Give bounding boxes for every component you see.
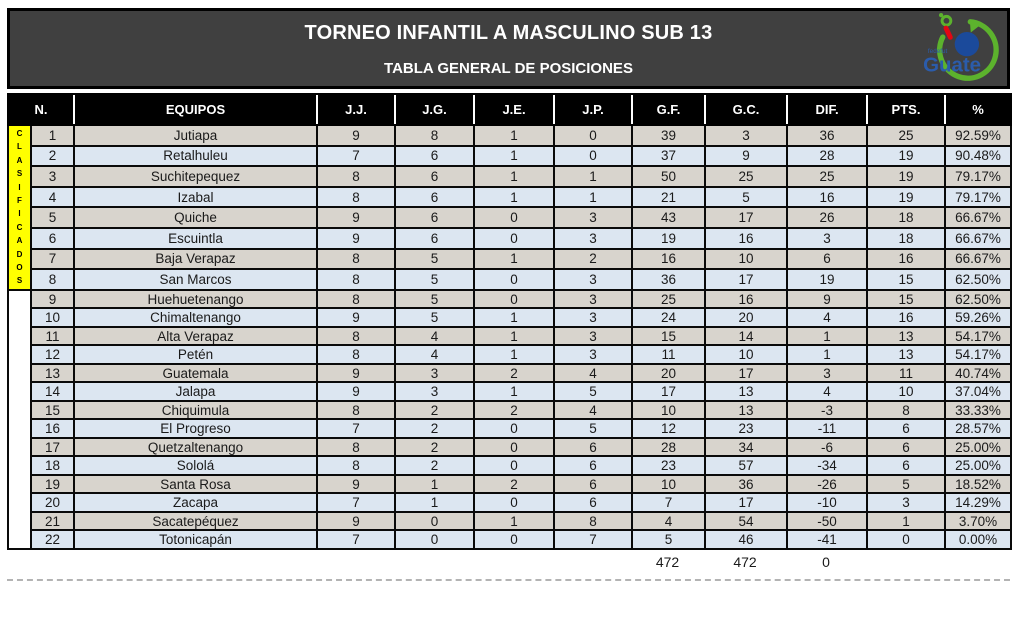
gf-cell: 36 — [632, 269, 705, 290]
gf-cell: 21 — [632, 187, 705, 208]
gc-cell: 16 — [705, 290, 787, 309]
rank-cell: 22 — [31, 530, 74, 549]
gf-cell: 5 — [632, 530, 705, 549]
table-row — [8, 207, 1011, 228]
gc-cell: 5 — [705, 187, 787, 208]
pts-cell: 15 — [867, 269, 945, 290]
je-cell: 0 — [474, 493, 554, 512]
dif-cell: -6 — [787, 438, 867, 457]
table-row — [8, 382, 1011, 401]
je-cell: 0 — [474, 438, 554, 457]
gc-cell: 20 — [705, 308, 787, 327]
gc-cell: 14 — [705, 327, 787, 346]
jj-cell: 9 — [317, 382, 395, 401]
dif-cell: 1 — [787, 327, 867, 346]
jp-cell: 7 — [554, 530, 632, 549]
pts-cell: 18 — [867, 228, 945, 249]
jp-cell: 3 — [554, 308, 632, 327]
team-cell: Guatemala — [74, 364, 317, 383]
gc-cell: 34 — [705, 438, 787, 457]
gc-cell: 36 — [705, 475, 787, 494]
team-cell: Jalapa — [74, 382, 317, 401]
jg-cell: 3 — [395, 364, 474, 383]
je-cell: 0 — [474, 530, 554, 549]
pts-cell: 18 — [867, 207, 945, 228]
page-break-line — [7, 579, 1010, 581]
gf-cell: 17 — [632, 382, 705, 401]
pts-cell: 19 — [867, 166, 945, 187]
jg-cell: 2 — [395, 419, 474, 438]
jj-cell: 9 — [317, 207, 395, 228]
pct-cell: 54.17% — [945, 327, 1011, 346]
gf-cell: 39 — [632, 125, 705, 146]
pts-cell: 10 — [867, 382, 945, 401]
gc-cell: 10 — [705, 249, 787, 270]
rank-cell: 7 — [31, 249, 74, 270]
jg-cell: 0 — [395, 530, 474, 549]
gc-cell: 17 — [705, 493, 787, 512]
team-cell: Chiquimula — [74, 401, 317, 420]
rank-cell: 12 — [31, 345, 74, 364]
jj-cell: 8 — [317, 438, 395, 457]
je-cell: 2 — [474, 475, 554, 494]
dif-cell: -41 — [787, 530, 867, 549]
team-cell: Retalhuleu — [74, 146, 317, 167]
jg-cell: 6 — [395, 187, 474, 208]
dif-cell: 19 — [787, 269, 867, 290]
pts-cell: 6 — [867, 419, 945, 438]
gf-cell: 19 — [632, 228, 705, 249]
pct-cell: 66.67% — [945, 228, 1011, 249]
rank-cell: 8 — [31, 269, 74, 290]
jj-cell: 7 — [317, 146, 395, 167]
gc-cell: 23 — [705, 419, 787, 438]
pts-cell: 19 — [867, 146, 945, 167]
jg-cell: 2 — [395, 401, 474, 420]
table-row — [8, 438, 1011, 457]
jp-cell: 8 — [554, 512, 632, 531]
jj-cell: 7 — [317, 530, 395, 549]
jg-cell: 6 — [395, 166, 474, 187]
je-cell: 2 — [474, 401, 554, 420]
rank-cell: 13 — [31, 364, 74, 383]
jg-cell: 4 — [395, 345, 474, 364]
jg-cell: 5 — [395, 290, 474, 309]
dif-cell: 28 — [787, 146, 867, 167]
jj-cell: 8 — [317, 166, 395, 187]
pct-cell: 28.57% — [945, 419, 1011, 438]
jj-cell: 7 — [317, 493, 395, 512]
rank-cell: 19 — [31, 475, 74, 494]
rank-cell: 10 — [31, 308, 74, 327]
table-row — [8, 512, 1011, 531]
pts-cell: 5 — [867, 475, 945, 494]
je-cell: 0 — [474, 290, 554, 309]
jg-cell: 2 — [395, 438, 474, 457]
gf-cell: 25 — [632, 290, 705, 309]
table-row — [8, 364, 1011, 383]
standings-body — [8, 125, 1011, 549]
gc-cell: 54 — [705, 512, 787, 531]
je-cell: 1 — [474, 146, 554, 167]
gc-cell: 10 — [705, 345, 787, 364]
pct-cell: 66.67% — [945, 249, 1011, 270]
jp-cell: 4 — [554, 401, 632, 420]
team-cell: Huehuetenango — [74, 290, 317, 309]
team-cell: El Progreso — [74, 419, 317, 438]
dif-cell: -26 — [787, 475, 867, 494]
team-cell: Totonicapán — [74, 530, 317, 549]
table-row — [8, 401, 1011, 420]
totals-row — [7, 550, 1010, 576]
jj-cell: 7 — [317, 419, 395, 438]
jp-cell: 3 — [554, 207, 632, 228]
je-cell: 1 — [474, 187, 554, 208]
gf-cell: 16 — [632, 249, 705, 270]
jp-cell: 5 — [554, 419, 632, 438]
jj-cell: 9 — [317, 364, 395, 383]
pct-cell: 62.50% — [945, 290, 1011, 309]
team-cell: San Marcos — [74, 269, 317, 290]
table-row — [8, 530, 1011, 549]
je-cell: 2 — [474, 364, 554, 383]
total-gc: 472 — [733, 553, 757, 570]
jg-cell: 1 — [395, 493, 474, 512]
jj-cell: 8 — [317, 290, 395, 309]
gf-cell: 23 — [632, 456, 705, 475]
team-cell: Petén — [74, 345, 317, 364]
rank-cell: 5 — [31, 207, 74, 228]
dif-cell: -50 — [787, 512, 867, 531]
gf-cell: 20 — [632, 364, 705, 383]
pct-cell: 33.33% — [945, 401, 1011, 420]
dif-cell: -34 — [787, 456, 867, 475]
gc-cell: 17 — [705, 364, 787, 383]
col-header-equipos: EQUIPOS — [74, 94, 317, 125]
jg-cell: 1 — [395, 475, 474, 494]
gc-cell: 13 — [705, 382, 787, 401]
dif-cell: 6 — [787, 249, 867, 270]
rank-cell: 6 — [31, 228, 74, 249]
gf-cell: 43 — [632, 207, 705, 228]
jp-cell: 3 — [554, 327, 632, 346]
gf-cell: 12 — [632, 419, 705, 438]
jp-cell: 3 — [554, 290, 632, 309]
table-row — [8, 308, 1011, 327]
table-row — [8, 327, 1011, 346]
jg-cell: 8 — [395, 125, 474, 146]
dif-cell: 26 — [787, 207, 867, 228]
table-row — [8, 475, 1011, 494]
total-gf: 472 — [655, 553, 680, 570]
table-row — [8, 419, 1011, 438]
classified-band: C L A S I F I C A D O S — [8, 125, 31, 290]
rank-cell: 9 — [31, 290, 74, 309]
logo-text: Guate — [923, 53, 982, 77]
pts-cell: 16 — [867, 249, 945, 270]
jj-cell: 9 — [317, 125, 395, 146]
rank-cell: 15 — [31, 401, 74, 420]
team-cell: Suchitepequez — [74, 166, 317, 187]
dif-cell: 25 — [787, 166, 867, 187]
jp-cell: 6 — [554, 493, 632, 512]
jp-cell: 1 — [554, 166, 632, 187]
team-cell: Quetzaltenango — [74, 438, 317, 457]
rank-cell: 11 — [31, 327, 74, 346]
table-row — [8, 166, 1011, 187]
pct-cell: 0.00% — [945, 530, 1011, 549]
pct-cell: 37.04% — [945, 382, 1011, 401]
pct-cell: 40.74% — [945, 364, 1011, 383]
gc-cell: 13 — [705, 401, 787, 420]
pts-cell: 25 — [867, 125, 945, 146]
je-cell: 1 — [474, 166, 554, 187]
dif-cell: 4 — [787, 382, 867, 401]
jj-cell: 8 — [317, 327, 395, 346]
col-header-gf: G.F. — [632, 94, 705, 125]
col-header-je: J.E. — [474, 94, 554, 125]
pct-cell: 54.17% — [945, 345, 1011, 364]
gf-cell: 50 — [632, 166, 705, 187]
col-header-pct: % — [945, 94, 1011, 125]
je-cell: 0 — [474, 456, 554, 475]
rank-cell: 18 — [31, 456, 74, 475]
gf-cell: 7 — [632, 493, 705, 512]
table-header — [8, 94, 1011, 125]
rank-cell: 16 — [31, 419, 74, 438]
jp-cell: 0 — [554, 125, 632, 146]
rank-cell: 3 — [31, 166, 74, 187]
je-cell: 1 — [474, 125, 554, 146]
gf-cell: 10 — [632, 401, 705, 420]
pts-cell: 11 — [867, 364, 945, 383]
pct-cell: 92.59% — [945, 125, 1011, 146]
col-header-dif: DIF. — [787, 94, 867, 125]
je-cell: 1 — [474, 512, 554, 531]
jg-cell: 6 — [395, 228, 474, 249]
page-subtitle: TABLA GENERAL DE POSICIONES — [384, 60, 633, 77]
pts-cell: 15 — [867, 290, 945, 309]
title-band — [7, 8, 1010, 89]
jj-cell: 8 — [317, 249, 395, 270]
jp-cell: 2 — [554, 249, 632, 270]
pct-cell: 3.70% — [945, 512, 1011, 531]
team-cell: Quiche — [74, 207, 317, 228]
gf-cell: 4 — [632, 512, 705, 531]
pct-cell: 79.17% — [945, 187, 1011, 208]
gc-cell: 16 — [705, 228, 787, 249]
pts-cell: 13 — [867, 345, 945, 364]
rank-cell: 2 — [31, 146, 74, 167]
team-cell: Sacatepéquez — [74, 512, 317, 531]
team-cell: Escuintla — [74, 228, 317, 249]
logo-dot — [939, 13, 943, 17]
pct-cell: 25.00% — [945, 438, 1011, 457]
col-header-jj: J.J. — [317, 94, 395, 125]
jj-cell: 9 — [317, 512, 395, 531]
table-row — [8, 125, 1011, 146]
dif-cell: 4 — [787, 308, 867, 327]
total-dif: 0 — [822, 553, 830, 570]
pts-cell: 0 — [867, 530, 945, 549]
rank-cell: 14 — [31, 382, 74, 401]
pts-cell: 16 — [867, 308, 945, 327]
dif-cell: 3 — [787, 364, 867, 383]
team-cell: Izabal — [74, 187, 317, 208]
jp-cell: 4 — [554, 364, 632, 383]
rank-cell: 1 — [31, 125, 74, 146]
rank-cell: 21 — [31, 512, 74, 531]
jg-cell: 0 — [395, 512, 474, 531]
team-cell: Baja Verapaz — [74, 249, 317, 270]
pct-cell: 18.52% — [945, 475, 1011, 494]
table-row — [8, 228, 1011, 249]
je-cell: 1 — [474, 327, 554, 346]
je-cell: 0 — [474, 419, 554, 438]
fedefut-guate-logo — [922, 12, 1004, 86]
pct-cell: 25.00% — [945, 456, 1011, 475]
jg-cell: 6 — [395, 207, 474, 228]
pct-cell: 90.48% — [945, 146, 1011, 167]
pts-cell: 13 — [867, 327, 945, 346]
jj-cell: 8 — [317, 456, 395, 475]
table-row — [8, 146, 1011, 167]
je-cell: 1 — [474, 345, 554, 364]
rank-cell: 17 — [31, 438, 74, 457]
gc-cell: 17 — [705, 269, 787, 290]
table-row — [8, 456, 1011, 475]
gc-cell: 25 — [705, 166, 787, 187]
je-cell: 0 — [474, 228, 554, 249]
dif-cell: 16 — [787, 187, 867, 208]
table-row — [8, 187, 1011, 208]
gf-cell: 37 — [632, 146, 705, 167]
je-cell: 0 — [474, 207, 554, 228]
jg-cell: 6 — [395, 146, 474, 167]
col-header-pts: PTS. — [867, 94, 945, 125]
jj-cell: 9 — [317, 228, 395, 249]
jp-cell: 3 — [554, 345, 632, 364]
pct-cell: 66.67% — [945, 207, 1011, 228]
team-cell: Sololá — [74, 456, 317, 475]
gc-cell: 17 — [705, 207, 787, 228]
dif-cell: -11 — [787, 419, 867, 438]
gf-cell: 24 — [632, 308, 705, 327]
gc-cell: 9 — [705, 146, 787, 167]
logo-small-text: fedefut — [927, 47, 948, 55]
jj-cell: 8 — [317, 269, 395, 290]
team-cell: Chimaltenango — [74, 308, 317, 327]
jp-cell: 6 — [554, 438, 632, 457]
table-row — [8, 345, 1011, 364]
rank-cell: 20 — [31, 493, 74, 512]
dif-cell: 9 — [787, 290, 867, 309]
rank-cell: 4 — [31, 187, 74, 208]
dif-cell: 3 — [787, 228, 867, 249]
jj-cell: 9 — [317, 308, 395, 327]
pts-cell: 1 — [867, 512, 945, 531]
je-cell: 0 — [474, 269, 554, 290]
gf-cell: 10 — [632, 475, 705, 494]
standings-table — [7, 93, 1012, 550]
table-row — [8, 290, 1011, 309]
pts-cell: 3 — [867, 493, 945, 512]
gf-cell: 28 — [632, 438, 705, 457]
dif-cell: 1 — [787, 345, 867, 364]
dif-cell: 36 — [787, 125, 867, 146]
jg-cell: 5 — [395, 269, 474, 290]
pct-cell: 62.50% — [945, 269, 1011, 290]
jj-cell: 8 — [317, 401, 395, 420]
jp-cell: 6 — [554, 456, 632, 475]
gf-cell: 11 — [632, 345, 705, 364]
jj-cell: 8 — [317, 187, 395, 208]
dif-cell: -3 — [787, 401, 867, 420]
col-header-jg: J.G. — [395, 94, 474, 125]
jg-cell: 3 — [395, 382, 474, 401]
jp-cell: 1 — [554, 187, 632, 208]
jg-cell: 4 — [395, 327, 474, 346]
logo-red-dash — [946, 28, 950, 37]
table-row — [8, 269, 1011, 290]
pts-cell: 6 — [867, 438, 945, 457]
page-title: TORNEO INFANTIL A MASCULINO SUB 13 — [304, 22, 713, 44]
table-row — [8, 249, 1011, 270]
jj-cell: 8 — [317, 345, 395, 364]
pts-cell: 8 — [867, 401, 945, 420]
pct-cell: 14.29% — [945, 493, 1011, 512]
je-cell: 1 — [474, 308, 554, 327]
jj-cell: 9 — [317, 475, 395, 494]
gc-cell: 3 — [705, 125, 787, 146]
standings-sheet — [7, 8, 1010, 581]
team-cell: Santa Rosa — [74, 475, 317, 494]
dif-cell: -10 — [787, 493, 867, 512]
pct-cell: 79.17% — [945, 166, 1011, 187]
team-cell: Alta Verapaz — [74, 327, 317, 346]
pts-cell: 6 — [867, 456, 945, 475]
col-header-n: N. — [8, 94, 74, 125]
jp-cell: 0 — [554, 146, 632, 167]
gc-cell: 57 — [705, 456, 787, 475]
col-header-gc: G.C. — [705, 94, 787, 125]
pct-cell: 59.26% — [945, 308, 1011, 327]
jp-cell: 6 — [554, 475, 632, 494]
team-cell: Zacapa — [74, 493, 317, 512]
jg-cell: 5 — [395, 308, 474, 327]
je-cell: 1 — [474, 382, 554, 401]
jp-cell: 5 — [554, 382, 632, 401]
col-header-jp: J.P. — [554, 94, 632, 125]
logo-ring — [942, 16, 951, 25]
table-row — [8, 493, 1011, 512]
team-cell: Jutiapa — [74, 125, 317, 146]
je-cell: 1 — [474, 249, 554, 270]
jp-cell: 3 — [554, 269, 632, 290]
jp-cell: 3 — [554, 228, 632, 249]
pts-cell: 19 — [867, 187, 945, 208]
jg-cell: 2 — [395, 456, 474, 475]
jg-cell: 5 — [395, 249, 474, 270]
gc-cell: 46 — [705, 530, 787, 549]
gf-cell: 15 — [632, 327, 705, 346]
left-spacer — [8, 290, 31, 549]
